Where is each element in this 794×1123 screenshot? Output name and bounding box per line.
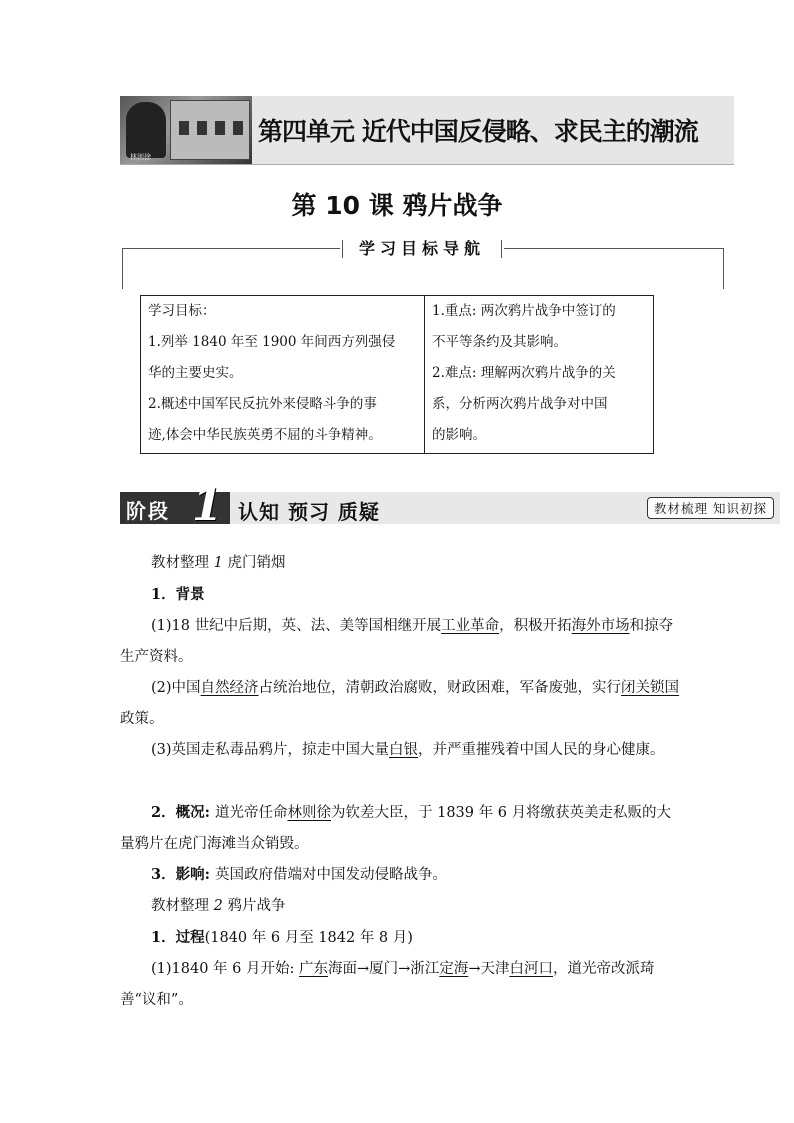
text: ，积极开拓 (499, 618, 572, 634)
text: ，并严重摧残着中国人民的身心健康。 (418, 742, 665, 758)
text: 占统治地位，清朝政治腐败，财政困难，军备废弛，实行 (258, 680, 622, 696)
key-term: 定海 (439, 961, 469, 977)
text: (2)中国 (151, 680, 201, 696)
text: 为钦差大臣，于 1839 年 6 月将缴获英美走私贩的大量鸦片在虎门海滩当众销毁。 (120, 805, 672, 852)
stage-badge (120, 480, 230, 531)
key-term: 闭关锁国 (621, 680, 680, 696)
paragraph-5 (120, 859, 680, 891)
heading-text: 1．背景 (151, 586, 205, 603)
goals-line: 的影响。 (432, 427, 486, 443)
paragraph-6 (120, 922, 680, 954)
section-number: 1 (213, 555, 223, 571)
statue-figure (126, 102, 166, 158)
stage-tag: 教材梳理 知识初探 (647, 497, 774, 519)
section-prefix: 教材整理 (151, 898, 214, 914)
stage-title: 认知 预习 质疑 (238, 500, 380, 524)
paragraph-1 (120, 611, 680, 673)
lesson-title: 第 10 课 鸦片战争 (291, 191, 503, 220)
item-label: 1．过程 (151, 929, 205, 946)
text: (1)18 世纪中后期，英、法、美等国相继开展 (151, 618, 442, 634)
goals-right-column (425, 296, 653, 453)
section-title: 鸦片战争 (222, 898, 286, 914)
text: 海面→厦门→浙江 (328, 961, 440, 977)
text: 和掠夺生产资料。 (120, 618, 674, 665)
section-heading-2 (120, 891, 680, 922)
goals-line: 不平等条约及其影响。 (432, 334, 567, 350)
goals-line: 华的主要史实。 (148, 365, 243, 381)
text: 英国政府借端对中国发动侵略战争。 (215, 867, 447, 883)
section-title: 虎门销烟 (222, 555, 286, 571)
goals-line: 2.难点: 理解两次鸦片战争的关 (432, 365, 616, 381)
goals-line: 1.列举 1840 年至 1900 年间西方列强侵 (148, 334, 396, 350)
goals-table (140, 295, 654, 454)
text: (1840 年 6 月至 1842 年 8 月) (204, 930, 413, 946)
building-photo (170, 100, 250, 160)
image-caption: 林则徐 (130, 153, 151, 161)
text: (3)英国走私毒品鸦片，掠走中国大量 (151, 742, 390, 758)
text: 政策。 (120, 711, 164, 727)
goals-line: 迹,体会中华民族英勇不屈的斗争精神。 (148, 427, 382, 443)
section-heading-1 (120, 548, 680, 579)
goals-left-column (141, 296, 425, 453)
background-heading (120, 579, 680, 611)
key-term: 白银 (389, 742, 419, 758)
key-term: 自然经济 (200, 680, 259, 696)
text: ，道光帝改派琦善“议和”。 (120, 961, 655, 1008)
text: →天津 (468, 961, 510, 977)
unit-banner (120, 96, 734, 165)
goals-line: 2.概述中国军民反抗外来侵略斗争的事 (148, 396, 377, 412)
goals-nav-label: 学习目标导航 (340, 236, 504, 262)
key-term: 工业革命 (441, 618, 500, 634)
section-prefix: 教材整理 (151, 555, 214, 571)
paragraph-2 (120, 673, 680, 735)
stage-label: 阶段 (126, 499, 170, 523)
unit-title: 第四单元 近代中国反侵略、求民主的潮流 (258, 117, 698, 146)
goals-line: 学习目标： (148, 303, 216, 319)
goals-line: 系，分析两次鸦片战争对中国 (432, 396, 608, 412)
item-label: 3．影响: (151, 866, 215, 883)
text: 道光帝任命 (215, 805, 288, 821)
key-term: 广东 (299, 961, 328, 977)
key-term: 白河口 (509, 961, 553, 977)
item-label: 2．概况: (151, 804, 215, 821)
text: (1)1840 年 6 月开始: (151, 961, 299, 977)
goals-line: 1.重点: 两次鸦片战争中签订的 (432, 303, 616, 319)
stage-bar (120, 480, 780, 531)
section-number: 2 (213, 898, 223, 914)
paragraph-7 (120, 954, 680, 1016)
stage-number: 1 (192, 480, 223, 531)
paragraph-4 (120, 797, 680, 860)
key-term: 海外市场 (571, 618, 630, 634)
key-term: 林则徐 (287, 805, 331, 821)
paragraph-3 (120, 735, 680, 766)
unit-banner-image (120, 96, 252, 164)
